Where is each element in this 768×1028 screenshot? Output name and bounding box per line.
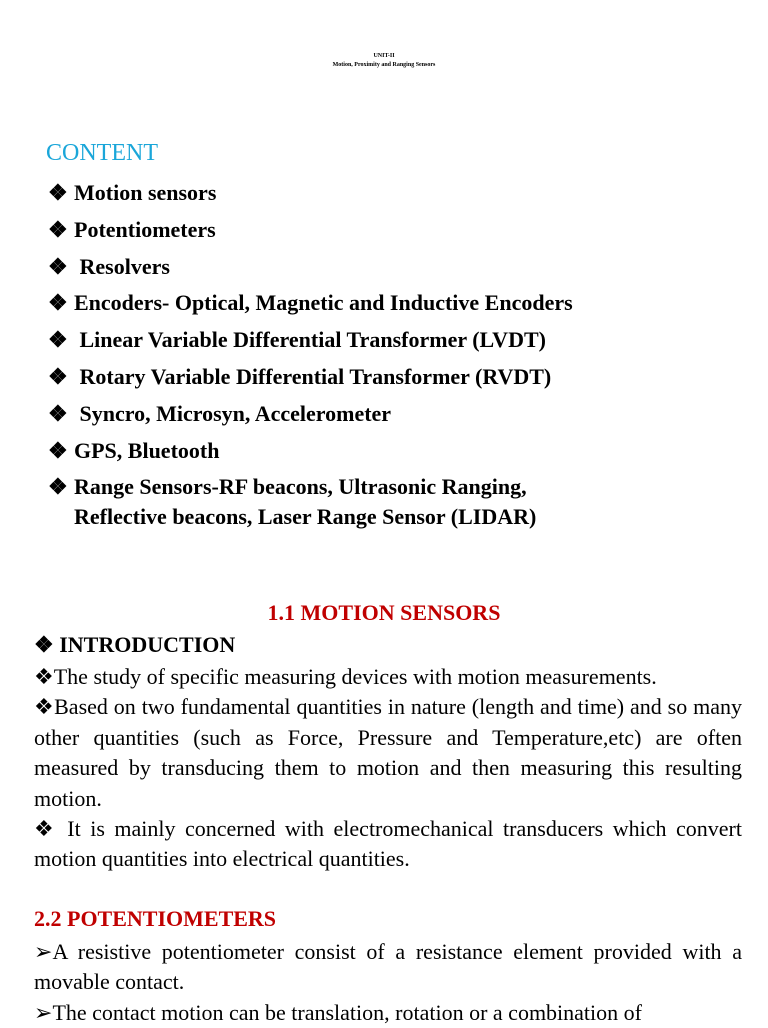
diamond-bullet-icon: ❖ [34,694,55,720]
toc-item: ❖ Potentiometers [48,215,573,252]
content-list [48,178,573,532]
diamond-bullet-icon: ❖ [48,180,68,205]
content-heading: CONTENT [46,140,158,166]
diamond-bullet-icon: ❖ [34,816,58,842]
page-header [0,52,768,70]
diamond-bullet-icon: ❖ [48,253,68,279]
paragraph: ❖ It is mainly concerned with electromechanical transducers which convert motion quantities into electrical quantities. [34,816,742,872]
toc-item-continuation: Reflective beacons, Laser Range Sensor (LIDAR) [74,504,537,530]
diamond-bullet-icon: ❖ [48,474,68,500]
paragraph: ❖Based on two fundamental quantities in nature (length and time) and so many other quantities (such as Force, Pressure and Temperature,etc) are often measured by transducing them to motion and then measuring this resulting motion. [34,694,742,811]
diamond-bullet-icon: ❖ [48,327,68,353]
paragraph: ❖The study of specific measuring devices with motion measurements. [34,664,657,689]
diamond-bullet-icon: ❖ [48,363,68,389]
toc-item: ❖ Syncro, Microsyn, Accelerometer [48,399,573,436]
arrow-bullet-icon: ➢ [34,939,53,964]
toc-item: ❖ Linear Variable Differential Transformer (LVDT) [48,325,573,362]
toc-item: ❖ GPS, Bluetooth [48,436,573,473]
paragraph: ➢A resistive potentiometer consist of a resistance element provided with a movable contact. [34,939,742,995]
unit-subtitle: Motion, Proximity and Ranging Sensors [332,62,436,68]
toc-item: ❖ Resolvers [48,252,573,289]
diamond-bullet-icon: ❖ [34,664,54,689]
section-2-title: 2.2 POTENTIOMETERS [34,906,277,931]
unit-label: UNIT-II [373,53,395,59]
toc-item: ❖ Motion sensors [48,178,573,215]
diamond-bullet-icon: ❖ [34,632,54,657]
diamond-bullet-icon: ❖ [48,400,68,426]
paragraph: ➢The contact motion can be translation, rotation or a combination of [34,999,642,1025]
toc-item: ❖ Range Sensors-RF beacons, Ultrasonic Ranging, Reflective beacons, Laser Range Sensor (LIDAR) [48,472,573,532]
diamond-bullet-icon: ❖ [48,216,68,242]
diamond-bullet-icon: ❖ [48,437,68,463]
toc-item: ❖ Rotary Variable Differential Transformer (RVDT) [48,362,573,399]
introduction-heading: ❖ INTRODUCTION [34,632,236,657]
arrow-bullet-icon: ➢ [34,999,53,1025]
section-1-title: 1.1 MOTION SENSORS [267,600,501,625]
section-1-body [34,662,742,875]
diamond-bullet-icon: ❖ [48,290,68,316]
section-2-body [34,937,742,1028]
toc-item: ❖ Encoders- Optical, Magnetic and Inductive Encoders [48,288,573,325]
